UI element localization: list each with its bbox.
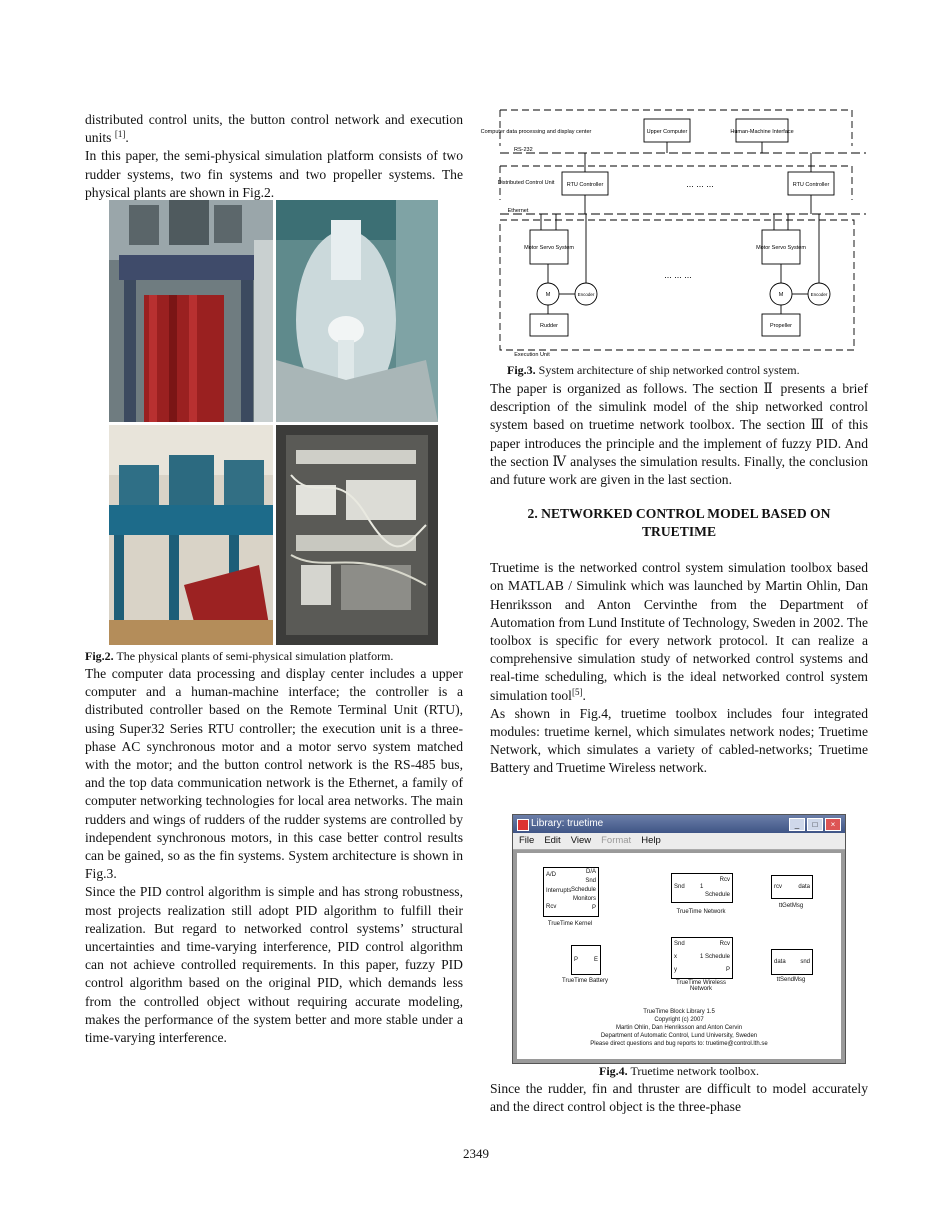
menu-file[interactable]: File [519,835,535,846]
tt-getmsg-block[interactable]: rcv data [771,875,813,899]
fig4-caption: Fig.4. Truetime network toolbox. [598,1064,759,1078]
paragraph-rudder: Since the rudder, fin and thruster are difficult to model accurately and the direct control object is the three-phase [490,1081,868,1115]
paragraph-intro-1: distributed control units, the button control network and execution units [1]. [85,112,463,146]
page-number: 2349 [463,1146,489,1161]
close-icon[interactable]: × [825,818,841,831]
fig2-photo-fin-systems [109,425,273,645]
right-column-lower [490,1080,868,1116]
fig3-dots-top: ... ... ... [686,179,714,189]
fig3-ethernet: Ethernet [507,208,529,214]
menu-format[interactable]: Format [601,835,632,846]
right-column [490,380,868,778]
fig2-photo-control-cabinet [276,425,438,645]
left-column [85,111,463,202]
fig2-photo-propeller [276,200,438,422]
fig3-caption: Fig.3. System architecture of ship networked control system. [507,363,800,377]
fig3-propeller: Propeller [769,323,793,329]
menu-help[interactable]: Help [641,835,661,846]
fig3-encoder-2: Encoder [810,292,828,297]
truetime-battery-label: TrueTime Battery [562,978,608,984]
left-column-lower [85,665,463,1047]
fig3-dcu: Distributed Control Unit [497,180,555,186]
paragraph-truetime: Truetime is the networked control system simulation toolbox based on MATLAB / Simulink which was launched by Martin Ohlin, Dan Henriksson and Anton Cervinthe from the Department of Automation from Lund Institute of Technology, Sweden in 2002. The toolbox is specific for every network protocol. It can realize a comprehensive simulation study of networked control systems and real-time scheduling, which is the ideal networked control system simulation tool[5]. [490,560,868,703]
section-heading: 2. NETWORKED CONTROL MODEL BASED ON TRUETIME [527,506,831,540]
fig4-truetime-library-window [512,814,846,1064]
truetime-wireless-label: TrueTime Wireless Network [676,980,726,992]
truetime-kernel-block[interactable]: A/D Interrupts Rcv D/A Snd Schedule Monitors P [543,867,599,917]
truetime-wireless-block[interactable]: Snd x y 1 Rcv Schedule P [671,937,733,979]
fig3-upper-computer: Upper Computer [646,129,688,135]
fig4-titlebar [513,815,845,833]
credits-line-3: Martin Ohlin, Dan Henriksson and Anton Cervin [615,1025,743,1031]
simulink-icon [517,819,529,831]
truetime-network-label: TrueTime Network [676,909,726,915]
paragraph-organized: The paper is organized as follows. The section Ⅱ presents a brief description of the simulink model of the ship networked control system based on truetime network toolbox. The section Ⅲ of this paper introduces the principle and the implement of fuzzy PID. And the section Ⅳ analyses the simulation results. Finally, the conclusion and future work are given in the last section. [490,381,868,488]
fig3-rs232: RS-232 [514,147,533,153]
credits-line-2: Copyright (c) 2007 [654,1017,704,1023]
fig3-execution-unit: Execution Unit [514,352,550,358]
tt-sendmsg-label: ttSendMsg [776,977,806,983]
credits-line-4: Department of Automatic Control, Lund University, Sweden [600,1033,758,1039]
truetime-network-block[interactable]: Snd 1 Rcv Schedule [671,873,733,903]
paragraph-intro-2: In this paper, the semi-physical simulation platform consists of two rudder systems, two fin systems and two propeller systems. The physical plants are shown in Fig.2. [85,148,463,200]
paragraph-computer: The computer data processing and display center includes a upper computer and a human-machine interface; the controller is a distributed controller based on the Remote Terminal Unit (RTU), using Super32 Series RTU controller; the execution unit is a three-phase AC synchronous motor and a motor servo system matched with the motor; and the button control network is the RS-485 bus, and the top data communication network is the Ethernet, a family of computer networking technologies for local area networks. The main rudders and wings of rudders of the rudder systems are controlled by independent synchronous motors, in this case better control results can be gained, so as the fin systems. System architecture is shown in Fig.3. [85,666,463,882]
fig4-library-canvas [517,853,841,1059]
menu-edit[interactable]: Edit [544,835,561,846]
fig3-dots-bottom: ... ... ... [664,270,692,280]
tt-sendmsg-block[interactable]: data snd [771,949,813,975]
credits-line-1: TrueTime Block Library 1.5 [643,1009,715,1015]
paragraph-pid: Since the PID control algorithm is simple and has strong robustness, most projects realization still adopt PID algorithm to fulfill their realization. But regard to networked control systems’ structural uncertainties and time-varying interference, PID control algorithm can not achieve controlled requirements. In this paper, fuzzy PID control algorithm based on the original PID, which demands less from the controlled object without requiring accurate modeling, makes the performance of the system better and more stable under a time-varying interference. [85,884,463,1046]
fig3-system-architecture-diagram [480,108,870,360]
fig3-rtu-2: RTU Controller [792,182,830,188]
truetime-battery-block[interactable]: P E [571,945,601,975]
fig3-hmi: Human-Machine Interface [730,129,794,135]
tt-getmsg-label: ttGetMsg [778,903,804,909]
fig3-servo-1: Motor Servo System [524,245,574,251]
fig3-top-box-label: Computer data processing and display center [480,129,592,135]
credits-line-5: Please direct questions and bug reports to: truetime@control.lth.se [590,1041,768,1047]
maximize-icon[interactable]: □ [807,818,823,831]
fig2-photo-rudder [109,200,273,422]
paragraph-fig4: As shown in Fig.4, truetime toolbox includes four integrated modules: truetime kernel, which simulates network nodes; Truetime Network, which simulates a variety of cabled-networks; Truetime Battery and Truetime Wireless network. [490,705,868,776]
fig3-motor-2: M [778,292,784,298]
fig2-caption: Fig.2. The physical plants of semi-physical simulation platform. [85,649,394,663]
fig4-menubar [513,833,845,850]
fig4-window-title: Library: truetime [531,818,604,829]
menu-view[interactable]: View [570,835,592,846]
fig3-rudder: Rudder [539,323,559,329]
truetime-kernel-label: TrueTime Kernel [547,921,593,927]
fig3-motor-1: M [545,292,551,298]
fig3-servo-2: Motor Servo System [756,245,806,251]
fig3-rtu-1: RTU Controller [566,182,604,188]
fig3-encoder-1: Encoder [577,292,595,297]
minimize-icon[interactable]: _ [789,818,805,831]
